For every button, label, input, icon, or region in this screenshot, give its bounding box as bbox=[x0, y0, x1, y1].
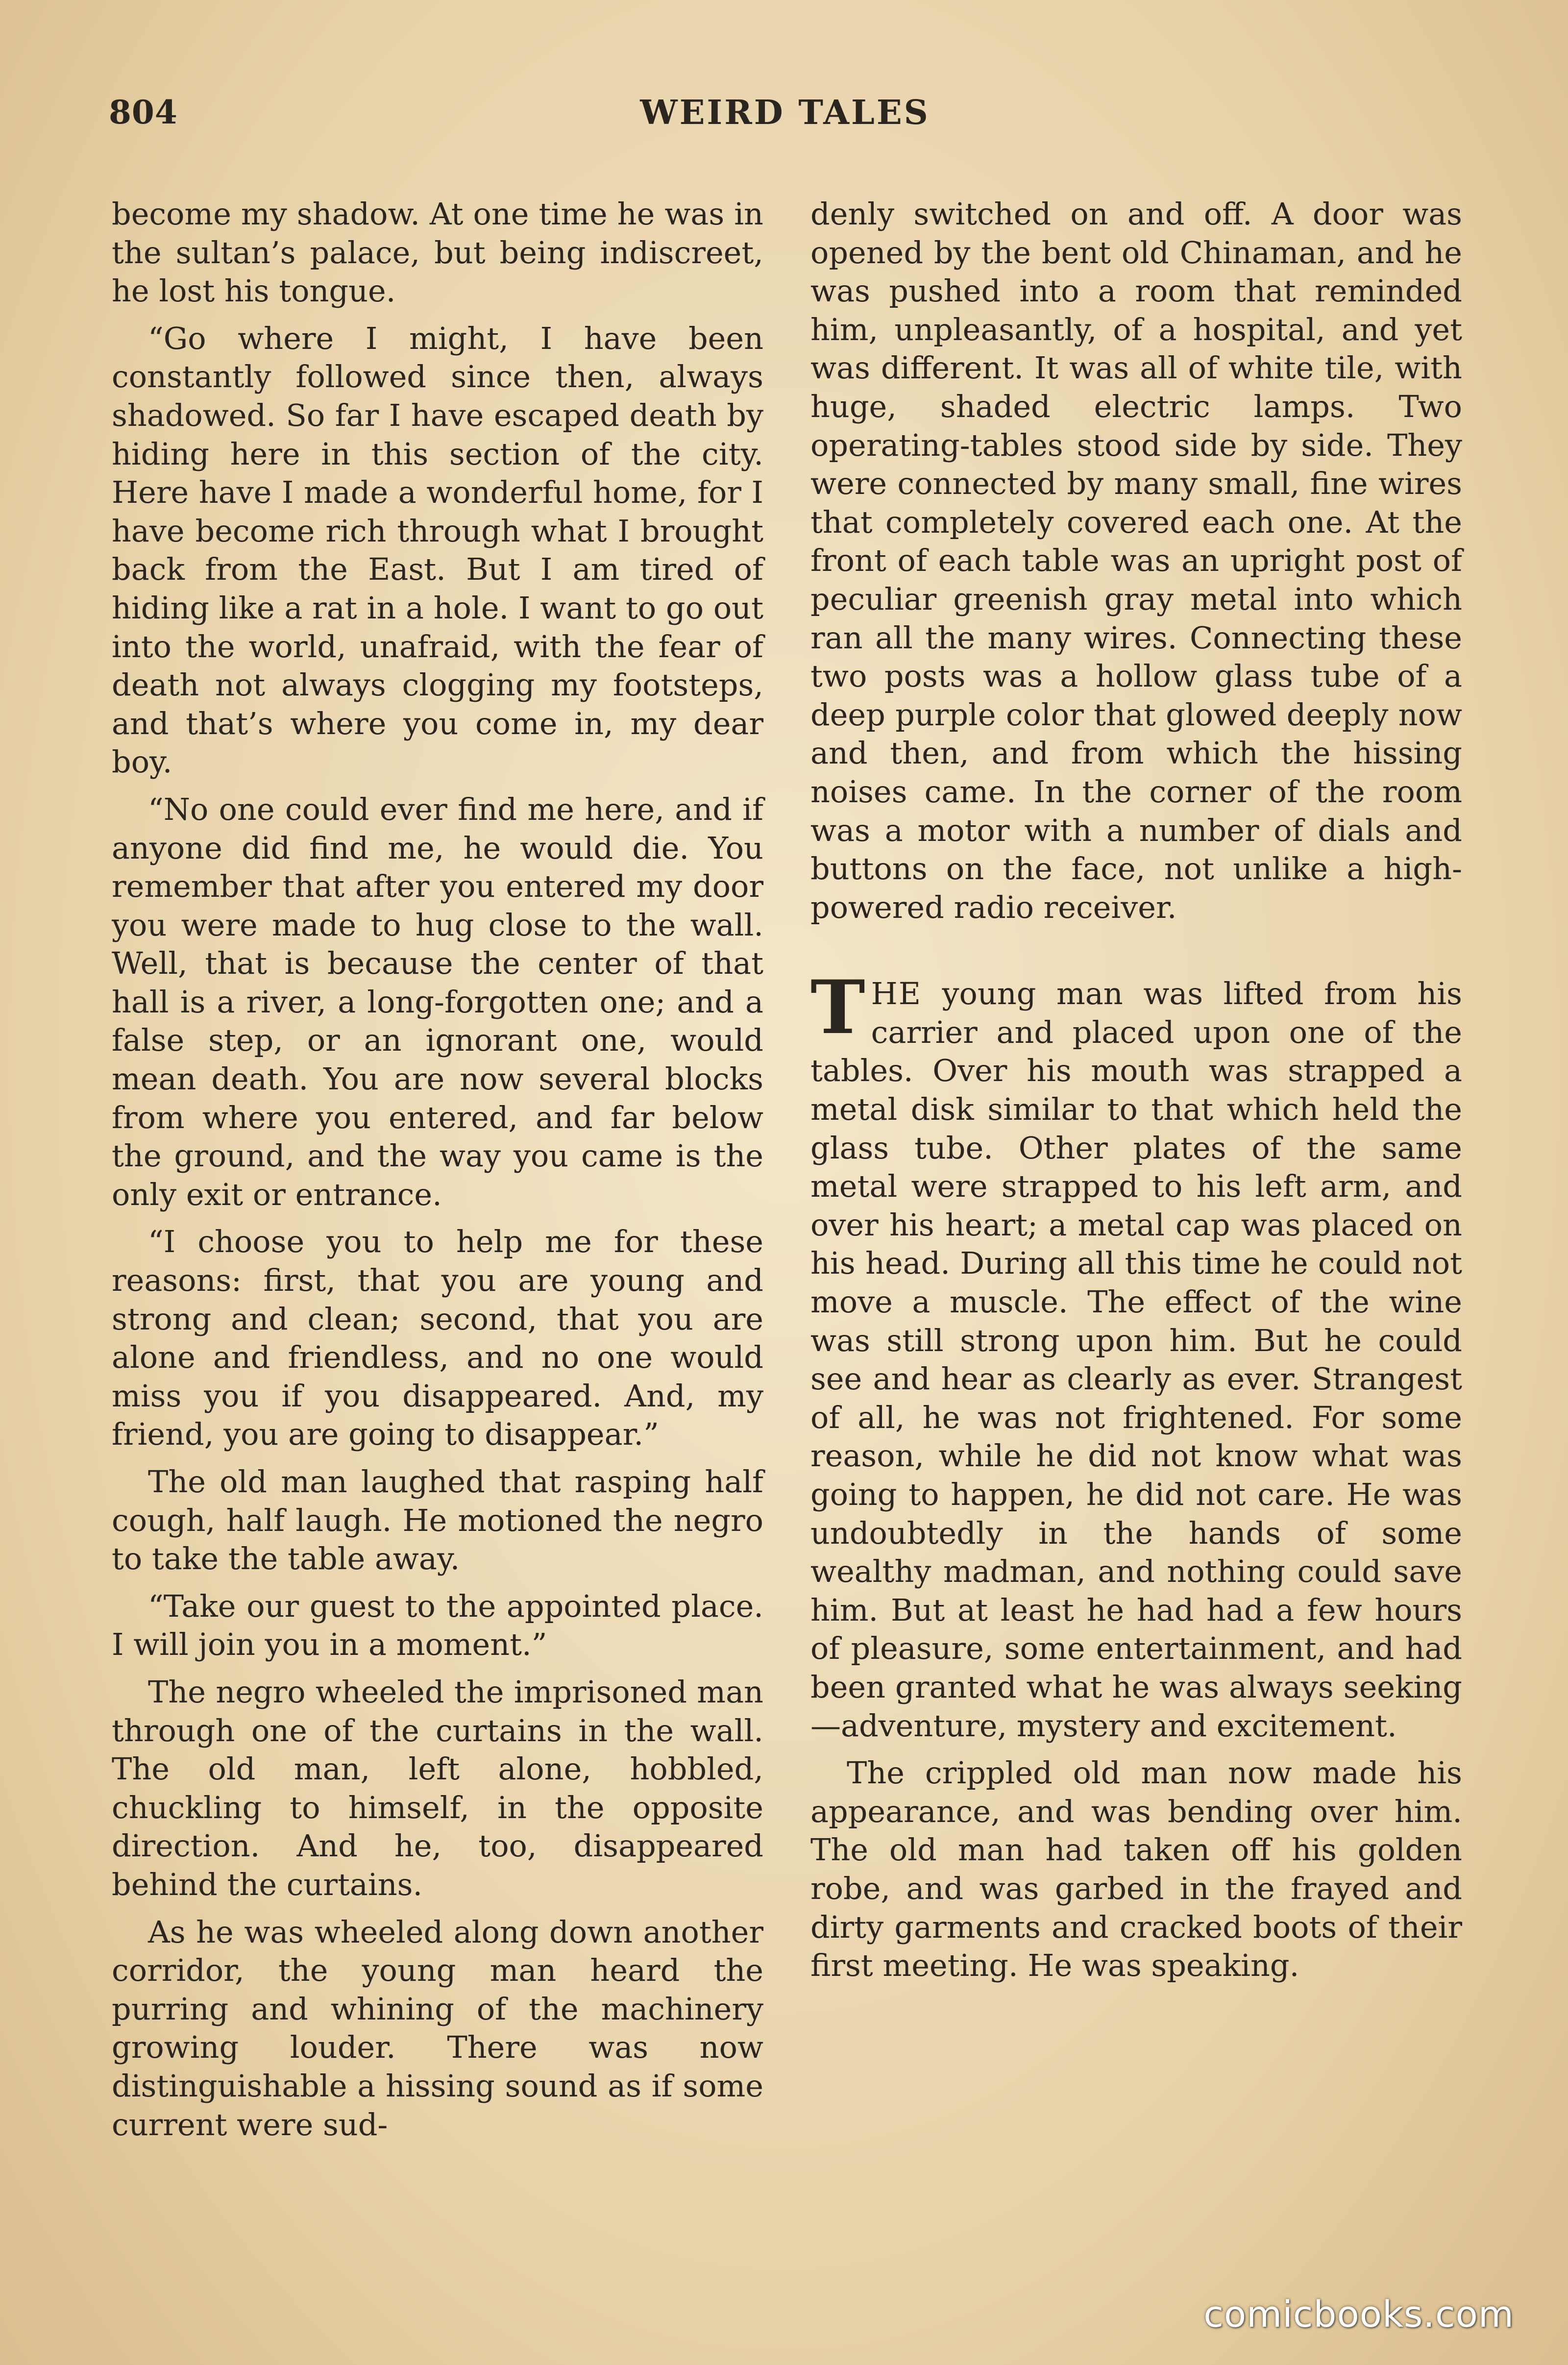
running-title: WEIRD TALES bbox=[640, 93, 930, 132]
drop-cap: T bbox=[810, 964, 865, 1051]
right-column bbox=[810, 195, 1462, 1994]
section-opening-paragraph bbox=[810, 964, 1462, 1745]
small-caps-lead: HE bbox=[871, 976, 922, 1012]
paragraph: The old man laughed that rasping half cough, half laugh. He motioned the negro to take the table away. bbox=[112, 1464, 763, 1577]
paragraph: become my shadow. At one time he was in the sultan’s palace, but being indiscreet, he lost his tongue. bbox=[112, 196, 763, 309]
paragraph: The crippled old man now made his appearance, and was bending over him. The old man had taken off his golden robe, and was garbed in the frayed and dirty garments and cracked boots of their first meeting. He was speaking. bbox=[810, 1755, 1462, 1984]
paragraph: “I choose you to help me for these reasons: first, that you are young and strong and clean; second, that you are alone and friendless, and no one would miss you if you disappeared. And, my friend, you are going to disappear.” bbox=[112, 1224, 763, 1453]
paragraph-text: young man was lifted from his carrier and placed upon one of the tables. Over his mouth was strapped a metal disk similar to that which held the glass tube. Other plates of the same metal were strapped to his left arm, and over his heart; a metal cap was placed on his head. During all this time he could not move a muscle. The effect of the wine was still strong upon him. But he could see and hear as clearly as ever. Strangest of all, he was not frightened. For some reason, while he did not know what was going to happen, he did not care. He was undoubtedly in the hands of some wealthy madman, and nothing could save him. But at least he had had a few hours of pleasure, some entertainment, and had been granted what he was always seeking—adventure, mystery and excitement. bbox=[810, 976, 1462, 1744]
page-header bbox=[109, 93, 1461, 147]
paragraph: “No one could ever find me here, and if anyone did find me, he would die. You remember that after you entered my door you were made to hug close to the wall. Well, that is because the center of that hall is a river, a long-forgotten one; and a false step, or an ignorant one, would mean death. You are now several blocks from where you entered, and far below the ground, and the way you came is the only exit or entrance. bbox=[112, 791, 763, 1212]
paragraph: “Take our guest to the appointed place. I will join you in a moment.” bbox=[112, 1588, 763, 1663]
paragraph: “Go where I might, I have been constantly followed since then, always shadowed. So far I have escaped death by hiding here in this section of the city. Here have I made a wonderful home, for I have become rich through what I brought back from the East. But I am tired of hiding like a rat in a hole. I want to go out into the world, unafraid, with the fear of death not always clogging my footsteps, and that’s where you come in, my dear boy. bbox=[112, 320, 763, 780]
left-column bbox=[112, 195, 763, 2153]
paragraph: As he was wheeled along down another corridor, the young man heard the purring and whining of the machinery growing louder. There was now distinguishable a hissing sound as if some current were sud- bbox=[112, 1914, 763, 2143]
paragraph: The negro wheeled the imprisoned man through one of the curtains in the wall. The old man, left alone, hobbled, chuckling to himself, in the opposite direction. And he, too, disappeared behind the curtains. bbox=[112, 1674, 763, 1902]
paragraph: denly switched on and off. A door was opened by the bent old Chinaman, and he was pushed into a room that reminded him, unpleasantly, of a hospital, and yet was different. It was all of white tile, with huge, shaded electric lamps. Two operating-tables stood side by side. They were connected by many small, fine wires that completely covered each one. At the front of each table was an upright post of peculiar greenish gray metal into which ran all the many wires. Connecting these two posts was a hollow glass tube of a deep purple color that glowed deeply now and then, and from which the hissing noises came. In the corner of the room was a motor with a number of dials and buttons on the face, not unlike a high-powered radio receiver. bbox=[810, 196, 1462, 925]
section-break bbox=[810, 936, 1462, 975]
page-number: 804 bbox=[109, 93, 178, 131]
watermark: comicbooks.com bbox=[1203, 2293, 1514, 2336]
